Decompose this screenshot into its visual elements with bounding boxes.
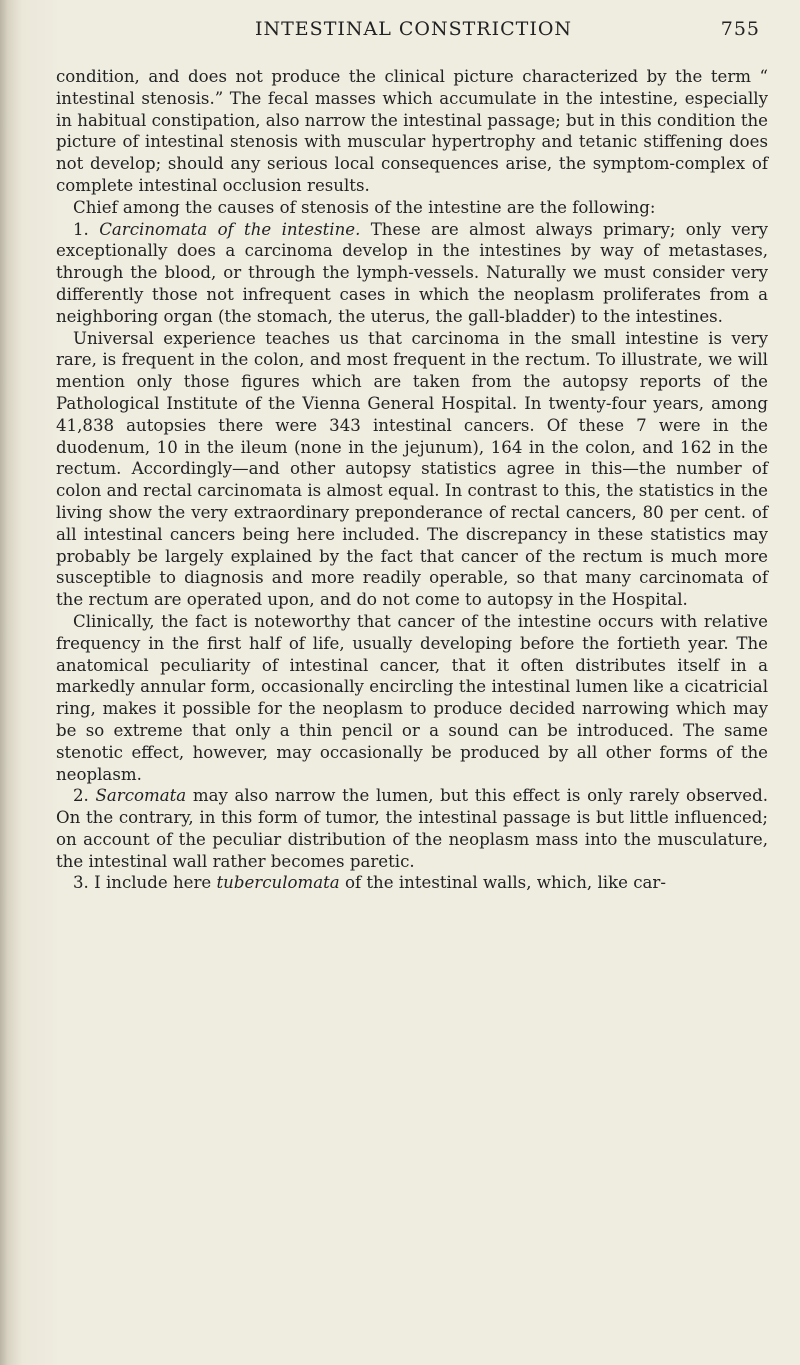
paragraph-statistics: Universal experience teaches us that carcinoma in the small intestine is very rare, is frequent in the colon, and most frequent in the rectum. To illustrate, we will mention only those figures which are taken from the autopsy reports of the Pathological Institute of the Vienna General Hospital. In twenty-four years, among 41,838 autopsies there were 343 intestinal cancers. Of these 7 were in the duodenum, 10 in the ileum (none in the jejunum), 164 in the colon, and 162 in the rectum. Accordingly—and other autopsy statistics agree in this—the number of colon and rectal carcinomata is almost equal. In contrast to this, the statistics in the living show the very extraordinary preponderance of rectal cancers, 80 per cent. of all intestinal cancers being here included. The discrepancy in these statistics may probably be largely explained by the fact that cancer of the rectum is much more susceptible to diagnosis and more readily operable, so that many carcinomata of the rectum are operated upon, and do not come to autopsy in the Hospital. bbox=[56, 328, 768, 610]
paragraph-tuberculomata: 3. I include here tuberculomata of the intestinal walls, which, like car- bbox=[73, 873, 666, 893]
list-number: 3. bbox=[73, 873, 89, 893]
section-title: Carcinomata of the intestine. bbox=[99, 219, 361, 239]
page-number: 755 bbox=[720, 18, 760, 40]
list-number: 2. bbox=[73, 786, 89, 806]
section-title: tuberculomata bbox=[216, 873, 340, 893]
body-text bbox=[56, 66, 768, 894]
paragraph-causes-intro: Chief among the causes of stenosis of the intestine are the following: bbox=[73, 197, 656, 217]
paragraph-clinical: Clinically, the fact is noteworthy that cancer of the intestine occurs with relative frequency in the first half of life, usually developing before the fortieth year. The anatomical peculiarity of intestinal cancer, that it often distributes itself in a markedly annular form, occasionally encircling the intestinal lumen like a cicatricial ring, makes it possible for the neoplasm to produce decided narrowing which may be so extreme that only a thin pencil or a sound can be introduced. The same stenotic effect, however, may occasionally be produced by all other forms of the neoplasm. bbox=[56, 611, 768, 784]
paragraph-continued: condition, and does not produce the clinical picture characterized by the term “ intestinal stenosis.” The fecal masses which accumulate in the intestine, especially in habitual constipation, also narrow the intestinal passage; but in this condition the picture of intestinal stenosis with muscular hypertrophy and tetanic stiffening does not develop; should any serious local consequences arise, the symptom-complex of complete intestinal occlusion results. bbox=[56, 67, 768, 195]
list-number: 1. bbox=[73, 219, 89, 239]
paragraph-carcinomata: 1. Carcinomata of the intestine. These are almost always primary; only very exceptionally does a carcinoma develop in the intestines by way of metastases, through the blood, or through the lymph-vessels. Naturally we must consider very differently those not infrequent cases in which the neoplasm proliferates from a neighboring organ (the stomach, the uterus, the gall-bladder) to the intestines. bbox=[56, 219, 769, 326]
page-header bbox=[255, 18, 760, 44]
section-title: Sarcomata bbox=[95, 786, 187, 806]
paragraph-sarcomata: 2. Sarcomata may also narrow the lumen, but this effect is only rarely observed. On the contrary, in this form of tumor, the intestinal passage is but little influenced; on account of the peculiar distribution of the neoplasm mass into the musculature, the intestinal wall rather becomes paretic. bbox=[56, 786, 768, 871]
running-title: INTESTINAL CONSTRICTION bbox=[255, 18, 573, 40]
